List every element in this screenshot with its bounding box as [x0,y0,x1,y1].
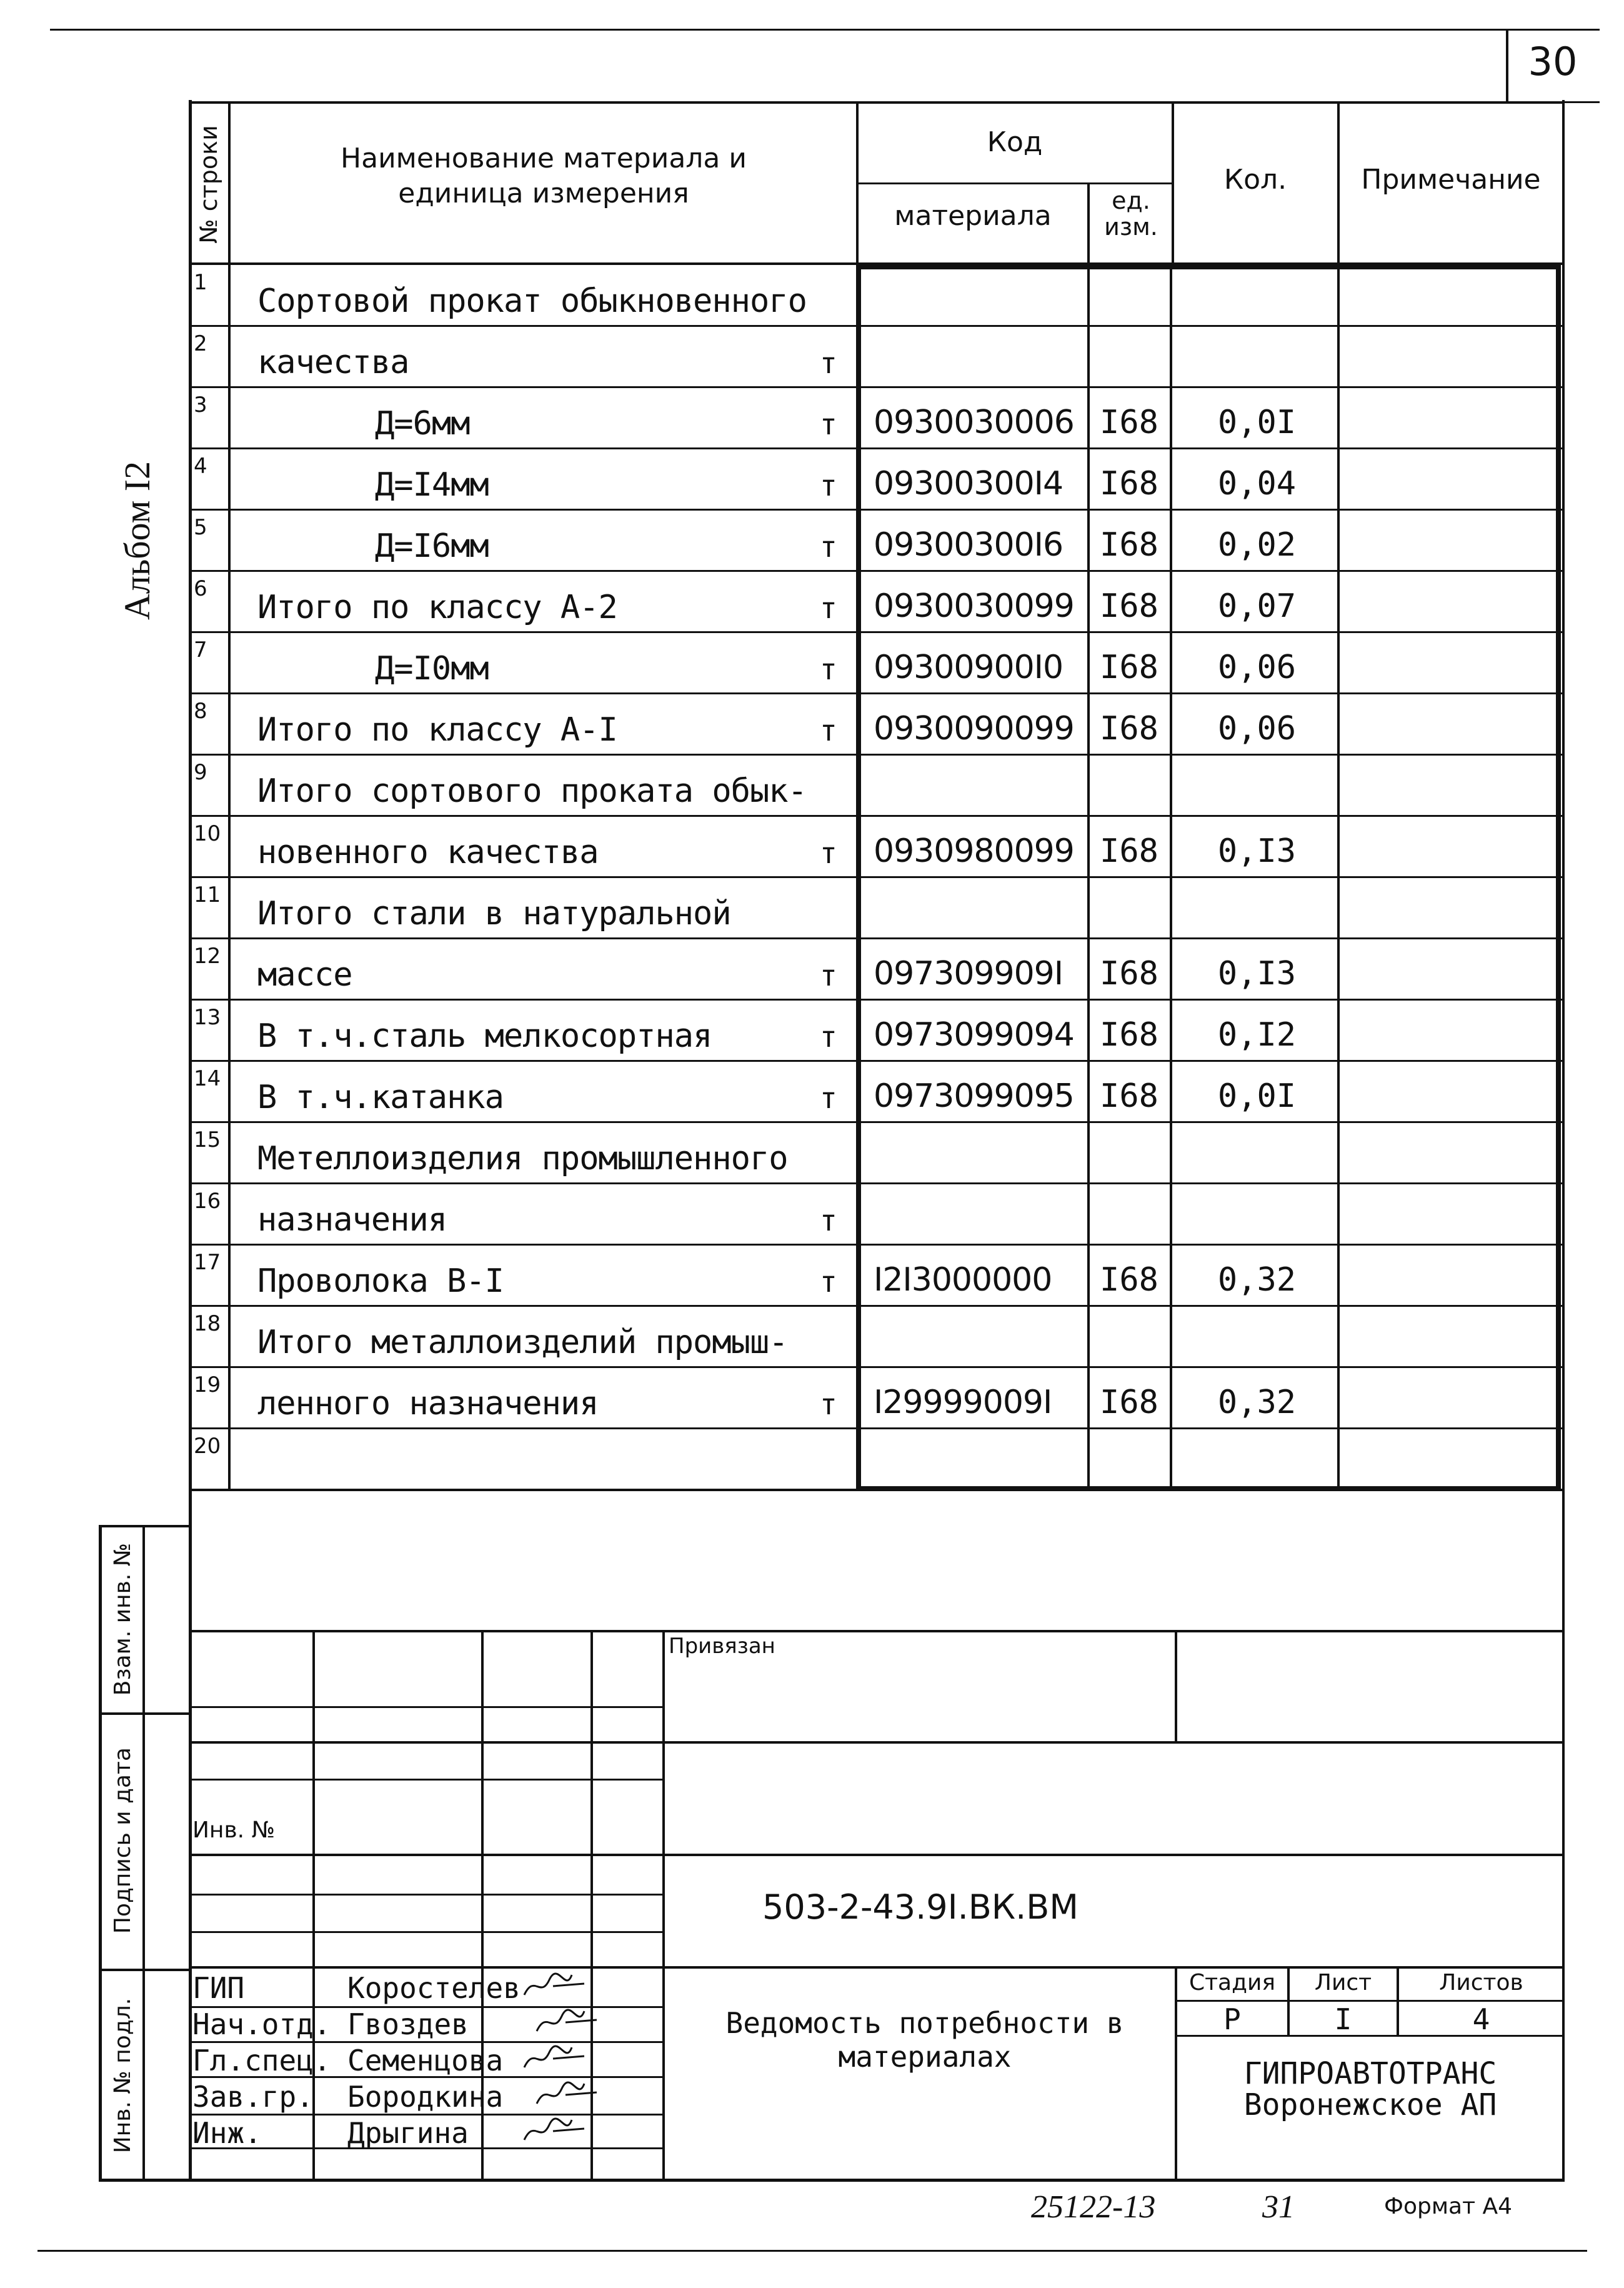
unit-of-measure: т [820,652,837,686]
quantity: 0,0I [1217,1077,1297,1115]
material-name: В т.ч.катанка [257,1079,504,1116]
header-unit-code: ед. изм. [1104,187,1158,241]
doc-title: Ведомость потребности в материалах [725,2006,1124,2074]
unit-of-measure: т [820,1081,837,1115]
side-label-podpis: Подпись и дата [110,1747,136,1934]
signature [522,2112,590,2147]
unit-code: I68 [1100,587,1158,625]
handwritten-page: 31 [1262,2189,1295,2225]
material-name: ленного назначения [257,1385,599,1422]
material-name: Д=I6мм [375,527,489,565]
table-row [189,1306,1563,1367]
stage-label: Стадия [1188,1970,1276,1996]
inv-no-label: Инв. № [192,1817,276,1843]
col-qty-right-body [1337,265,1340,1490]
unit-code: I68 [1100,1261,1158,1299]
unit-code: I68 [1100,1384,1158,1421]
unit-of-measure: т [820,530,837,564]
header-qty: Кол. [1223,164,1287,196]
format-label: Формат А4 [1384,2194,1513,2219]
unit-code: I68 [1100,649,1158,686]
privyazan-label: Привязан [669,1634,775,1659]
stage-value: Р [1223,2002,1241,2036]
unit-code: I68 [1100,1077,1158,1115]
col-mat-right-header [1087,182,1090,264]
material-code: 0930030006 [874,404,1074,441]
material-name: Итого сортового проката обык- [257,772,807,810]
side-stamp-div1 [99,1712,191,1715]
header-code: Код [987,126,1043,158]
table-row [189,571,1563,632]
material-code: I29999009I [874,1384,1052,1421]
row-number: 2 [194,331,207,356]
material-code: 0930090099 [874,710,1074,747]
staff-role: Зав.гр. [192,2080,314,2114]
table-row [189,1367,1563,1429]
col-unit-right [1170,265,1172,1490]
quantity: 0,04 [1217,465,1297,502]
unit-code: I68 [1100,465,1158,502]
staff-role: Нач.отд. [192,2007,331,2041]
material-code: 09300900I0 [874,649,1064,686]
tb-stage-hline1 [1175,2000,1563,2002]
doc-code: 503-2-43.9I.ВК.ВМ [762,1887,1079,1927]
sheet-label: Лист [1314,1970,1372,1996]
quantity: 0,06 [1217,710,1297,747]
unit-code: I68 [1100,832,1158,870]
table-row [189,265,1563,326]
code-block-thick-top [856,265,1561,269]
row-number: 5 [194,515,207,540]
material-code: I2I3000000 [874,1261,1052,1299]
table-row [189,326,1563,387]
material-name: Проволока В-I [257,1262,504,1300]
material-code: 0973099095 [874,1077,1074,1115]
row-number: 3 [194,392,207,417]
unit-of-measure: т [820,469,837,502]
side-label-inv-podl: Инв. № подл. [110,1997,136,2154]
page-number-box-left [1506,29,1508,102]
table-row [189,1429,1563,1490]
table-bottom [189,1489,1563,1491]
material-name: Метеллоизделия промышленного [257,1140,788,1177]
table-row [189,755,1563,816]
row-number: 19 [194,1372,221,1397]
side-stamp-div2 [99,1969,191,1971]
table-row [189,632,1563,694]
code-subheader-line [856,182,1173,184]
row-number: 10 [194,821,221,846]
table-row [189,694,1563,755]
material-code: 0973099094 [874,1016,1074,1054]
unit-of-measure: т [820,836,837,870]
staff-name: Семенцова [347,2044,504,2077]
table-row [189,1061,1563,1122]
side-stamp-inner [142,1525,145,2181]
unit-code: I68 [1100,404,1158,441]
quantity: 0,02 [1217,526,1297,564]
row-number: 1 [194,270,207,295]
row-number: 6 [194,576,207,601]
header-material: материала [894,200,1052,232]
tb-row-5 [189,1854,1563,1856]
staff-name: Дрыгина [347,2116,469,2150]
top-border-line [50,29,1600,31]
row-number: 9 [194,760,207,785]
tb-col-privyazan [1175,1631,1177,1742]
material-code: 09300300I6 [874,526,1064,564]
sheets-label: Листов [1439,1970,1523,1996]
unit-of-measure: т [820,1204,837,1237]
staff-name: Бородкина [347,2080,504,2114]
staff-role: Инж. [192,2116,262,2150]
table-row [189,387,1563,449]
sheet-value: I [1334,2002,1352,2036]
frame-top [189,101,1563,104]
material-name: качества [257,344,409,381]
org-line-1: ГИПРОАВТОТРАНС [1243,2056,1497,2091]
table-row [189,510,1563,571]
tb-top [189,1630,1563,1632]
material-name: Д=6мм [375,405,470,442]
side-stamp-left [99,1525,102,2181]
col-code-thick-left [856,265,861,1490]
table-row [189,1122,1563,1184]
staff-name: Гвоздев [347,2007,469,2041]
material-name: Сортовой прокат обыкновенного [257,282,807,320]
quantity: 0,06 [1217,649,1297,686]
unit-of-measure: т [820,1387,837,1421]
col-note-thick-right [1556,265,1561,1490]
row-number: 20 [194,1434,221,1459]
page-number: 30 [1528,39,1578,84]
table-row [189,1000,1563,1061]
unit-code: I68 [1100,1016,1158,1054]
table-row [189,939,1563,1000]
material-name: Д=I0мм [375,650,489,687]
quantity: 0,32 [1217,1261,1297,1299]
signature [534,2076,603,2111]
table-row [189,449,1563,510]
side-stamp-top [99,1525,191,1527]
table-row [189,877,1563,939]
header-row-no: № строки [195,125,222,244]
signature [522,1967,590,2002]
quantity: 0,07 [1217,587,1297,625]
material-name: В т.ч.сталь мелкосортная [257,1017,712,1055]
quantity: 0,32 [1217,1384,1297,1421]
material-code: 0930030099 [874,587,1074,625]
unit-of-measure: т [820,959,837,992]
row-number: 15 [194,1127,221,1152]
material-name: массе [257,956,352,994]
material-name: Итого по классу А-2 [257,589,617,626]
unit-of-measure: т [820,407,837,441]
outer-bottom-line [37,2250,1587,2252]
material-name: назначения [257,1201,447,1239]
header-name: Наименование материала и единица измерения [341,142,747,209]
quantity: 0,I3 [1217,955,1297,992]
side-label-vzam: Взам. инв. № [110,1542,136,1696]
quantity: 0,I2 [1217,1016,1297,1054]
signature [522,2040,590,2075]
row-number: 8 [194,699,207,724]
material-name: Итого стали в натуральной [257,895,731,932]
unit-of-measure: т [820,1265,837,1299]
table-row [189,816,1563,877]
material-code: 097309909I [874,955,1064,992]
material-code: 0930980099 [874,832,1074,870]
unit-of-measure: т [820,1020,837,1054]
row-number: 7 [194,637,207,662]
unit-of-measure: т [820,591,837,625]
unit-code: I68 [1100,710,1158,747]
org-line-2: Воронежское АП [1243,2087,1497,2122]
staff-name: Коростелев [347,1971,521,2005]
row-number: 14 [194,1066,221,1091]
sheets-value: 4 [1472,2002,1490,2036]
tb-row-8 [189,1966,1563,1969]
material-name: Итого по классу А-I [257,711,617,749]
row-number: 16 [194,1189,221,1214]
quantity: 0,I3 [1217,832,1297,870]
row-number: 18 [194,1311,221,1336]
handwritten-number: 25122-13 [1031,2189,1156,2225]
row-number: 12 [194,944,221,969]
material-code: 09300300I4 [874,465,1064,502]
unit-of-measure: т [820,346,837,380]
header-note: Примечание [1361,164,1541,196]
material-name: Итого металлоизделий промыш- [257,1324,788,1361]
unit-code: I68 [1100,526,1158,564]
quantity: 0,0I [1217,404,1297,441]
row-number: 11 [194,882,221,907]
signature [534,2004,603,2039]
table-row [189,1245,1563,1306]
material-name: Д=I4мм [375,466,489,504]
table-row [189,1184,1563,1245]
staff-role: Гл.спец. [192,2044,331,2077]
unit-code: I68 [1100,955,1158,992]
row-number: 17 [194,1250,221,1275]
tb-row-3 [189,1741,1563,1744]
unit-of-measure: т [820,714,837,747]
frame-bottom [99,2179,1565,2182]
col-material-right [1087,265,1090,1490]
staff-role: ГИП [192,1971,245,2005]
row-number: 13 [194,1005,221,1030]
material-name: новенного качества [257,834,599,871]
album-label: Альбом I2 [117,461,157,621]
row-number: 4 [194,454,207,479]
